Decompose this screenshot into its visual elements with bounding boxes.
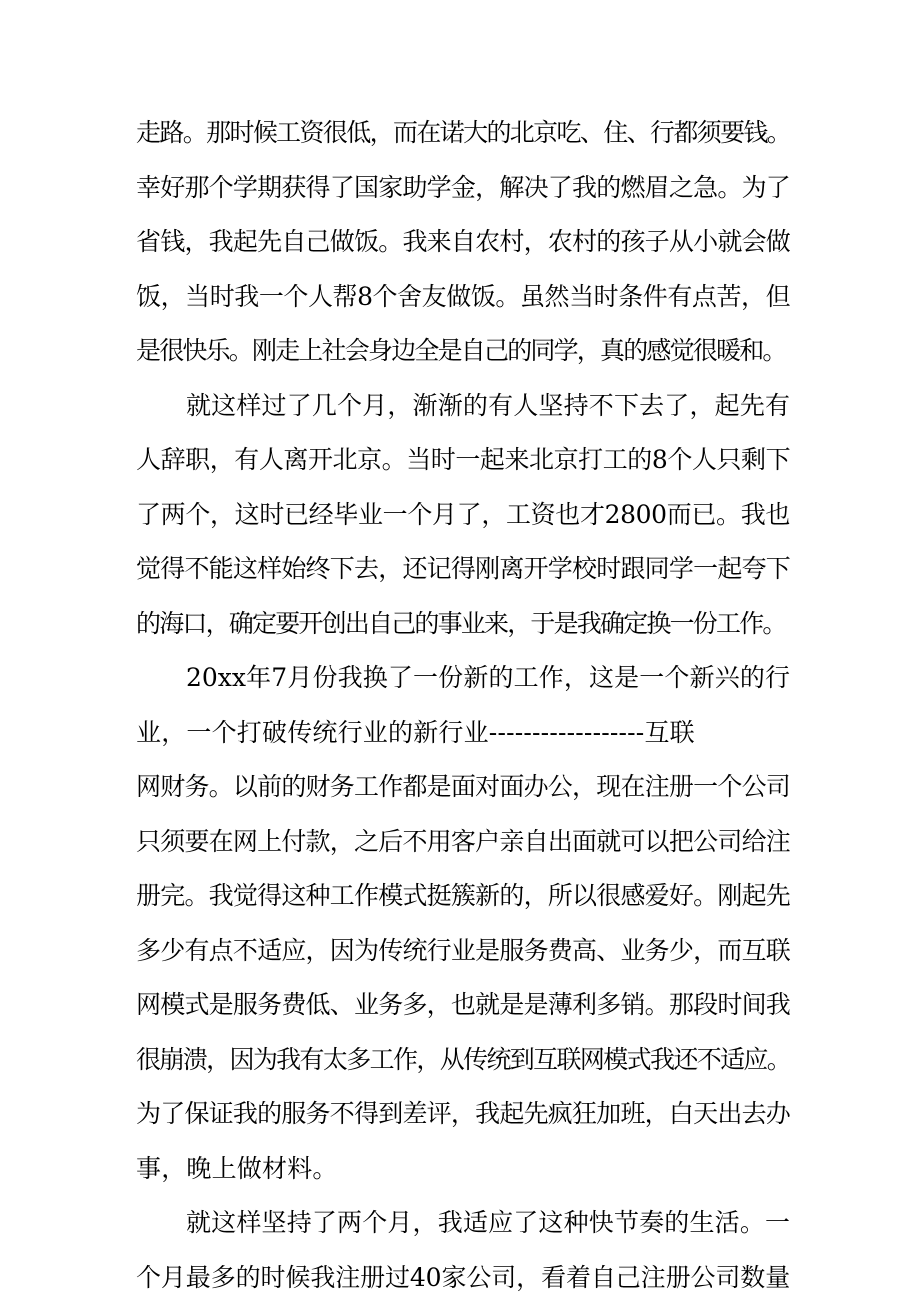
text-line: 事，晚上做材料。 xyxy=(136,1142,790,1197)
text-line: 很崩溃，因为我有太多工作，从传统到互联网模式我还不适应。 xyxy=(136,1033,790,1088)
text-line: 20xx年7月份我换了一份新的工作，这是一个新兴的行 xyxy=(136,651,790,706)
text-line: 个月最多的时候我注册过40家公司，看着自己注册公司数量 xyxy=(136,1251,790,1305)
text-line: 就这样坚持了两个月，我适应了这种快节奏的生活。一 xyxy=(136,1196,790,1251)
text-line: 走路。那时候工资很低，而在诺大的北京吃、住、行都须要钱。 xyxy=(136,106,790,161)
text-line: 网财务。以前的财务工作都是面对面办公，现在注册一个公司 xyxy=(136,760,790,815)
text-line: 只须要在网上付款，之后不用客户亲自出面就可以把公司给注 xyxy=(136,815,790,870)
text-line: 饭，当时我一个人帮8个舍友做饭。虽然当时条件有点苦，但 xyxy=(136,270,790,325)
text-line: 业，一个打破传统行业的新行业------------------互联 xyxy=(136,706,790,761)
paragraph-4 xyxy=(136,1196,790,1305)
text-line: 了两个，这时已经毕业一个月了，工资也才2800而已。我也 xyxy=(136,488,790,543)
text-line: 网模式是服务费低、业务多，也就是是薄利多销。那段时间我 xyxy=(136,978,790,1033)
text-line: 省钱，我起先自己做饭。我来自农村，农村的孩子从小就会做 xyxy=(136,215,790,270)
text-line: 觉得不能这样始终下去，还记得刚离开学校时跟同学一起夸下 xyxy=(136,542,790,597)
text-line: 册完。我觉得这种工作模式挺簇新的，所以很感爱好。刚起先 xyxy=(136,869,790,924)
paragraph-2 xyxy=(136,379,790,652)
text-line: 多少有点不适应，因为传统行业是服务费高、业务少，而互联 xyxy=(136,924,790,979)
text-line: 幸好那个学期获得了国家助学金，解决了我的燃眉之急。为了 xyxy=(136,161,790,216)
document-body xyxy=(136,106,790,1305)
paragraph-3 xyxy=(136,651,790,1196)
paragraph-1 xyxy=(136,106,790,379)
text-line: 为了保证我的服务不得到差评，我起先疯狂加班，白天出去办 xyxy=(136,1087,790,1142)
text-line: 是很快乐。刚走上社会身边全是自己的同学，真的感觉很暖和。 xyxy=(136,324,790,379)
text-line: 人辞职，有人离开北京。当时一起来北京打工的8个人只剩下 xyxy=(136,433,790,488)
text-line: 就这样过了几个月，渐渐的有人坚持不下去了，起先有 xyxy=(136,379,790,434)
text-line: 的海口，确定要开创出自己的事业来，于是我确定换一份工作。 xyxy=(136,597,790,652)
